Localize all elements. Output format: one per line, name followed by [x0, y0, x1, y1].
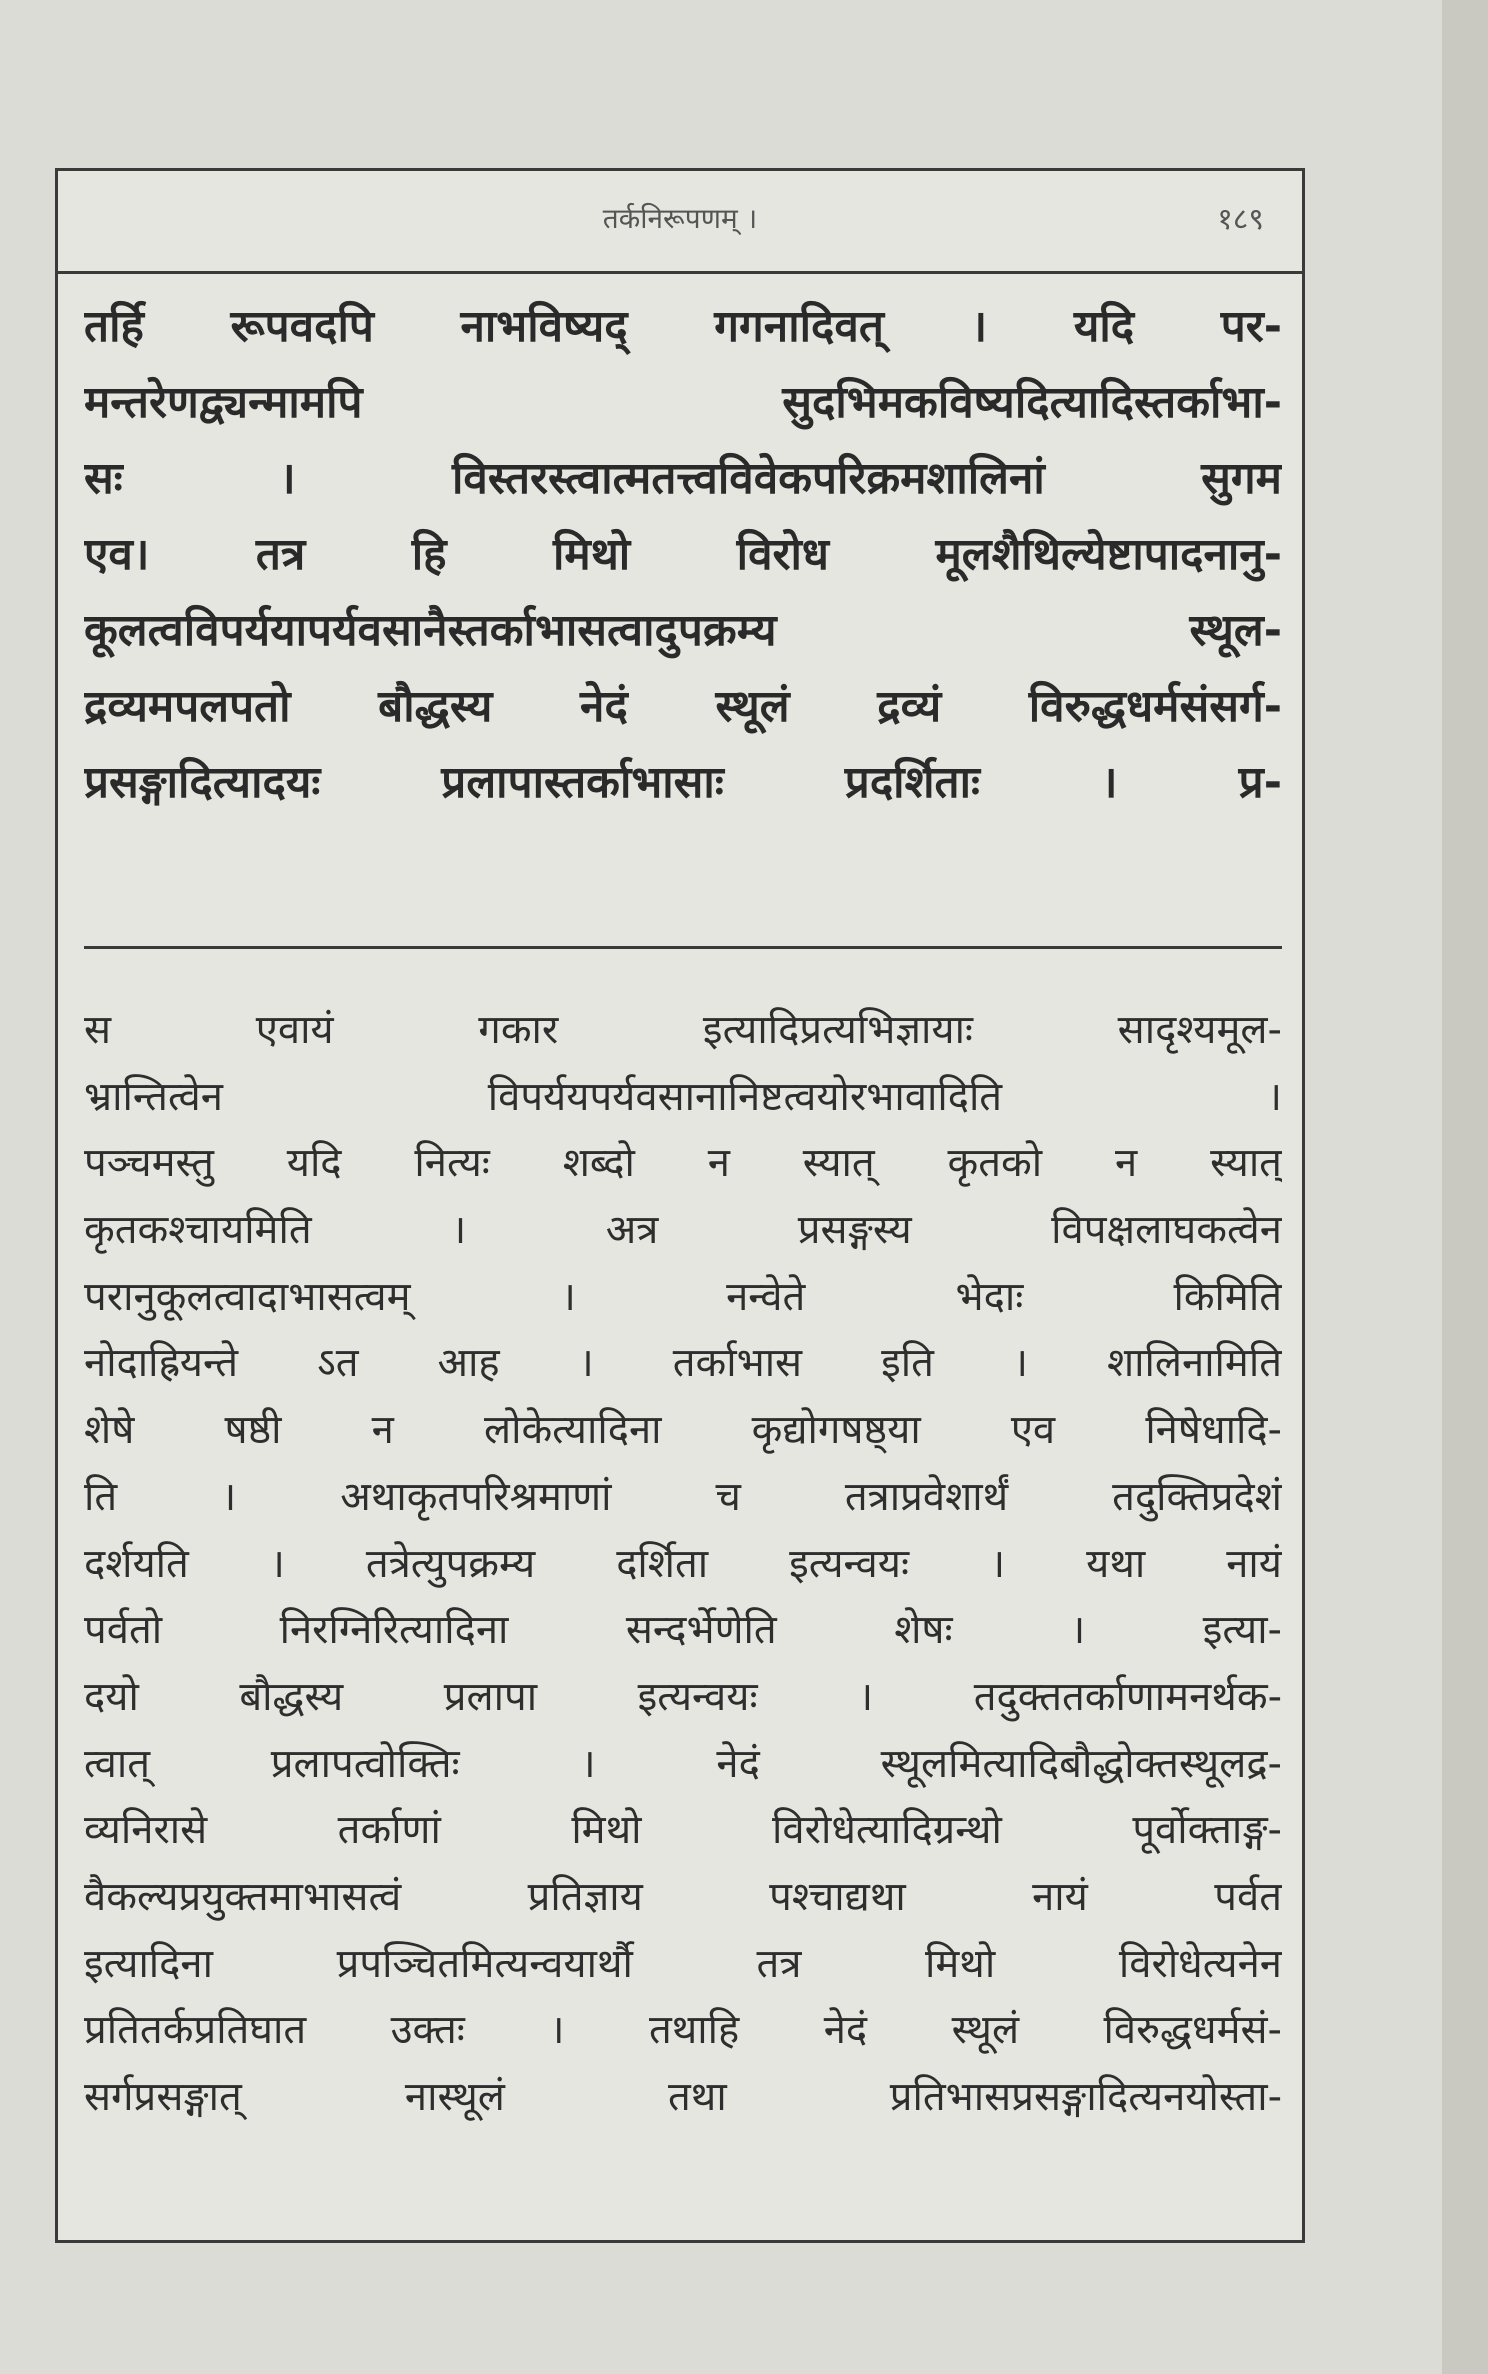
main-text-line: प्रसङ्गादित्यादयः प्रलापास्तर्काभासाः प्रदर्शिताः । प्र- [84, 757, 1282, 808]
scan-edge [1442, 0, 1488, 2374]
commentary-line: भ्रान्तित्वेन विपर्ययपर्यवसानानिष्टत्वयोरभावादिति । [84, 1073, 1282, 1120]
commentary-line: ति । अथाकृतपरिश्रमाणां च तत्राप्रवेशार्थं तदुक्तिप्रदेशं [84, 1473, 1282, 1520]
commentary-line: त्वात् प्रलापत्वोक्तिः । नेदं स्थूलमित्यादिबौद्धोक्तस्थूलद्र- [84, 1740, 1282, 1787]
commentary-line: इत्यादिना प्रपञ्चितमित्यन्वयार्थौ तत्र मिथो विरोधेत्यनेन [84, 1940, 1282, 1987]
running-title: तर्कनिरूपणम् । [602, 202, 758, 235]
main-text-line: तर्हि रूपवदपि नाभविष्यद् गगनादिवत् । यदि पर- [84, 301, 1282, 352]
commentary-line: दर्शयति । तत्रेत्युपक्रम्य दर्शिता इत्यन्वयः । यथा नायं [84, 1540, 1282, 1587]
book-page [55, 168, 1305, 2243]
main-text-line: सः । विस्तरस्त्वात्मतत्त्वविवेकपरिक्रमशालिनां सुगम [84, 453, 1282, 504]
commentary-line: कृतकश्चायमिति । अत्र प्रसङ्गस्य विपक्षलाघकत्वेन [84, 1207, 1282, 1254]
commentary-line: पर्वतो निरग्निरित्यादिना सन्दर्भेणेति शेषः । इत्या- [84, 1607, 1282, 1654]
commentary-line: शेषे षष्ठी न लोकेत्यादिना कृद्योगषष्ठ्या एव निषेधादि- [84, 1407, 1282, 1454]
commentary-line: सर्गप्रसङ्गात् नास्थूलं तथा प्रतिभासप्रसङ्गादित्यनयोस्ता- [84, 2074, 1282, 2120]
commentary-line: नोदाह्रियन्ते ऽत आह । तर्काभास इति । शालिनामिति [84, 1340, 1282, 1387]
main-text-line: द्रव्यमपलपतो बौद्धस्य नेदं स्थूलं द्रव्यं विरुद्धधर्मसंसर्ग- [84, 681, 1282, 732]
page-number: १८९ [1217, 202, 1264, 237]
commentary-line: स एवायं गकार इत्यादिप्रत्यभिज्ञायाः सादृश्यमूल- [84, 1007, 1282, 1053]
commentary-line: परानुकूलत्वादाभासत्वम् । नन्वेते भेदाः किमिति [84, 1273, 1282, 1320]
main-text-line: एव। तत्र हि मिथो विरोध मूलशैथिल्येष्टापादनानु- [84, 529, 1282, 580]
section-divider [84, 946, 1282, 949]
main-text [84, 289, 1282, 821]
commentary-line: प्रतितर्कप्रतिघात उक्तः । तथाहि नेदं स्थूलं विरुद्धधर्मसं- [84, 2007, 1282, 2054]
commentary-line: दयो बौद्धस्य प्रलापा इत्यन्वयः । तदुक्ततर्काणामनर्थक- [84, 1673, 1282, 1720]
commentary-line: पञ्चमस्तु यदि नित्यः शब्दो न स्यात् कृतको न स्यात् [84, 1140, 1282, 1187]
running-header [58, 171, 1302, 274]
main-text-line: कूलत्वविपर्ययापर्यवसानैस्तर्काभासत्वादुपक्रम्य स्थूल- [84, 605, 1282, 656]
commentary-line: वैकल्यप्रयुक्तमाभासत्वं प्रतिज्ञाय पश्चाद्यथा नायं पर्वत [84, 1873, 1282, 1920]
commentary-line: व्यनिरासे तर्काणां मिथो विरोधेत्यादिग्रन्थो पूर्वोक्ताङ्ग- [84, 1807, 1282, 1854]
commentary-text [84, 997, 1282, 2131]
main-text-line: मन्तरेणद्व्यन्मामपि सुदभिमकविष्यदित्यादिस्तर्काभा- [84, 377, 1282, 428]
